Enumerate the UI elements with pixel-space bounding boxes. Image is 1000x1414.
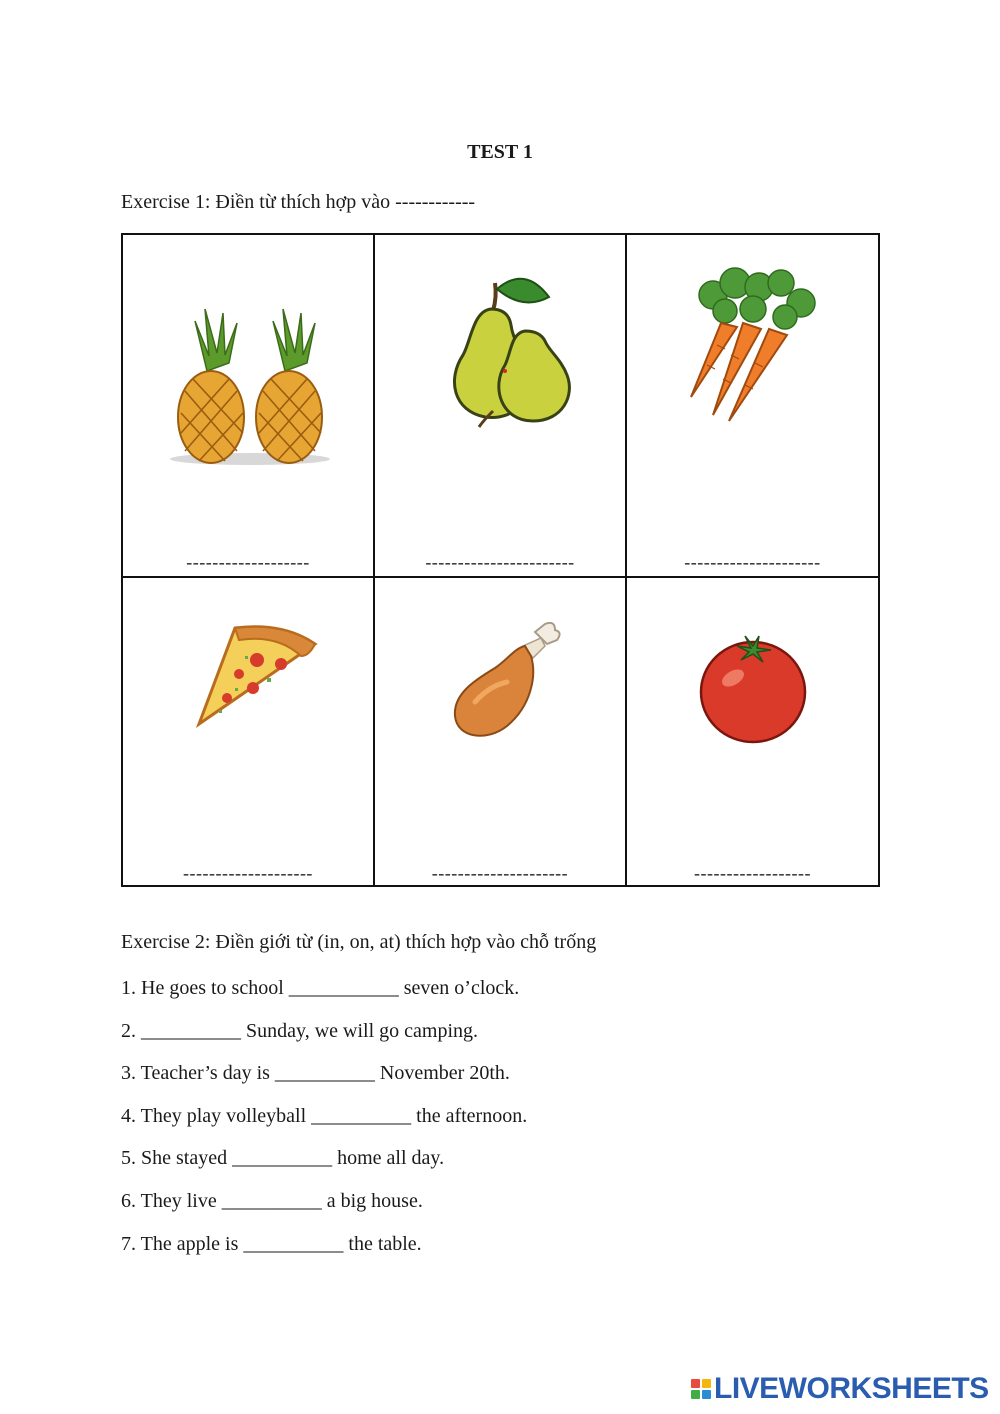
pineapple-icon [165, 301, 335, 471]
exercise-2-heading: Exercise 2: Điền giới từ (in, on, at) thích hợp vào chỗ trống [121, 931, 597, 953]
logo-mark-icon [691, 1379, 711, 1399]
fill-in-sentence[interactable]: 2. __________ Sunday, we will go camping. [121, 1019, 479, 1042]
picture-cell [375, 578, 627, 885]
fill-in-sentence[interactable]: 7. The apple is __________ the table. [121, 1232, 422, 1255]
picture-cell [123, 235, 375, 578]
page-title: TEST 1 [467, 141, 533, 163]
fill-in-sentence[interactable]: 5. She stayed __________ home all day. [121, 1147, 445, 1170]
fill-in-sentence[interactable]: 4. They play volleyball __________ the afternoon. [121, 1104, 528, 1127]
answer-blank[interactable]: -------------------- [183, 863, 313, 883]
picture-cell [627, 578, 878, 885]
chicken-leg-icon [445, 616, 565, 746]
answer-blank[interactable]: ------------------ [694, 863, 811, 883]
sentence-list [121, 974, 527, 1272]
tomato-icon [693, 628, 813, 748]
carrot-icon [673, 265, 833, 425]
answer-blank[interactable]: --------------------- [431, 863, 569, 883]
fill-in-sentence[interactable]: 3. Teacher’s day is __________ November 20th. [121, 1062, 510, 1085]
logo-text: LIVEWORKSHEETS [714, 1372, 989, 1405]
liveworksheets-logo[interactable] [691, 1372, 989, 1406]
picture-cell [627, 235, 878, 578]
answer-blank[interactable]: ----------------------- [425, 552, 575, 572]
fill-in-sentence[interactable]: 1. He goes to school ___________ seven o’clock. [121, 977, 520, 999]
pizza-icon [191, 622, 321, 732]
fill-in-sentence[interactable]: 6. They live __________ a big house. [121, 1189, 423, 1212]
answer-blank[interactable]: --------------------- [684, 552, 821, 572]
picture-cell [375, 235, 627, 578]
exercise-1-heading: Exercise 1: Điền từ thích hợp vào ------------ [121, 191, 476, 213]
pear-icon [433, 271, 583, 431]
picture-grid [121, 233, 880, 887]
picture-cell [123, 578, 375, 885]
answer-blank[interactable]: ------------------- [186, 552, 310, 572]
